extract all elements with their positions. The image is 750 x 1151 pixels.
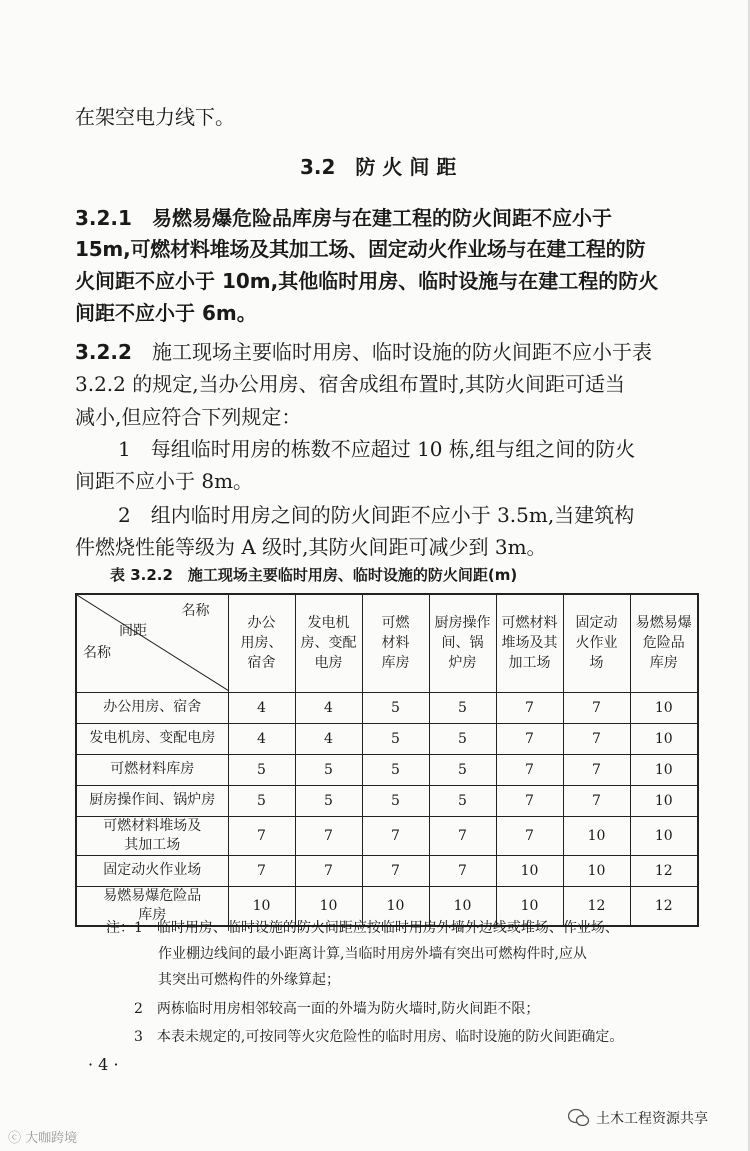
- note-line: 注：1 临时用房、临时设施的防火间距应按临时用房外墙外边线或堆场、作业场、: [106, 920, 619, 936]
- item-1-line: 1 每组临时用房的栋数不应超过 10 栋,组与组之间的防火: [118, 437, 636, 461]
- table-cell: 10: [563, 816, 630, 855]
- clause-line: 减小,但应符合下列规定：: [75, 405, 302, 429]
- clause-line: 15m,可燃材料堆场及其加工场、固定动火作业场与在建工程的防: [75, 237, 646, 261]
- table-cell: 7: [563, 785, 630, 816]
- clause-number: 3.2.1: [75, 206, 132, 230]
- table-cell: 7: [496, 816, 563, 855]
- table-cell: 7: [228, 855, 295, 886]
- item-2-line: 件燃烧性能等级为 A 级时,其防火间距可减少到 3m。: [75, 535, 547, 559]
- col-header: 可燃材料 堆场及其 加工场: [496, 594, 563, 692]
- table-cell: 10: [630, 785, 698, 816]
- table-cell: 5: [429, 785, 496, 816]
- table-cell: 7: [563, 692, 630, 723]
- table-cell: 10: [630, 723, 698, 754]
- corner-top: 名称: [181, 603, 210, 620]
- clause-line: 间距不应小于 6m。: [75, 301, 257, 325]
- col-header: 可燃 材料 库房: [362, 594, 429, 692]
- table-cell: 12: [563, 886, 630, 926]
- table-cell: 7: [362, 816, 429, 855]
- clause-number: 3.2.2: [75, 340, 132, 364]
- table-cell: 7: [362, 855, 429, 886]
- table-cell: 10: [429, 886, 496, 926]
- col-header: 办公 用房、 宿舍: [228, 594, 295, 692]
- table-cell: 7: [429, 855, 496, 886]
- table-cell: 5: [228, 754, 295, 785]
- col-header: 厨房操作 间、锅 炉房: [429, 594, 496, 692]
- col-header: 固定动 火作业 场: [563, 594, 630, 692]
- corner-cell: [76, 594, 228, 692]
- table-cell: 10: [295, 886, 362, 926]
- table-cell: 7: [429, 816, 496, 855]
- table-cell: 10: [496, 886, 563, 926]
- table-cell: 10: [362, 886, 429, 926]
- row-label: 固定动火作业场: [76, 855, 228, 886]
- table-cell: 5: [362, 692, 429, 723]
- col-header: 易燃易爆 危险品 库房: [630, 594, 698, 692]
- corner-mid: 间距: [119, 623, 147, 640]
- table-cell: 4: [295, 723, 362, 754]
- table-cell: 5: [429, 692, 496, 723]
- table-row: [76, 723, 698, 754]
- note-line: 3 本表未规定的,可按同等火灾危险性的临时用房、临时设施的防火间距确定。: [134, 1029, 624, 1045]
- row-label: 易燃易爆危险品 库房: [76, 886, 228, 926]
- table-cell: 7: [563, 754, 630, 785]
- note-line: 2 两栋临时用房相邻较高一面的外墙为防火墙时,防火间距不限；: [134, 1001, 540, 1017]
- table-cell: 10: [630, 754, 698, 785]
- table-cell: 10: [496, 855, 563, 886]
- table-cell: 7: [496, 692, 563, 723]
- table-cell: 7: [295, 816, 362, 855]
- table-cell: 5: [295, 785, 362, 816]
- table-row: [76, 816, 698, 855]
- table-cell: 4: [228, 692, 295, 723]
- table-header-row: [76, 594, 698, 692]
- table-cell: 7: [496, 785, 563, 816]
- table-cell: 7: [496, 723, 563, 754]
- table-cell: 10: [630, 692, 698, 723]
- clause-line: 火间距不应小于 10m,其他临时用房、临时设施与在建工程的防火: [75, 269, 659, 293]
- watermark-right: 土木工程资源共享: [568, 1108, 708, 1128]
- table-cell: 5: [429, 723, 496, 754]
- page-number: · 4 ·: [88, 1055, 119, 1074]
- row-label: 发电机房、变配电房: [76, 723, 228, 754]
- clause-line: 施工现场主要临时用房、临时设施的防火间距不应小于表: [152, 340, 652, 364]
- clause-line: 3.2.2 的规定,当办公用房、宿舍成组布置时,其防火间距可适当: [75, 372, 625, 396]
- note-line: 作业棚边线间的最小距离计算,当临时用房外墙有突出可燃构件时,应从: [158, 946, 587, 962]
- table-cell: 10: [630, 816, 698, 855]
- fire-distance-table: [75, 593, 699, 927]
- table-row: [76, 692, 698, 723]
- table-cell: 10: [563, 855, 630, 886]
- watermark-logo-icon: ⓒ: [8, 1131, 22, 1146]
- table-cell: 12: [630, 886, 698, 926]
- col-header: 发电机 房、变配 电房: [295, 594, 362, 692]
- row-label: 可燃材料库房: [76, 754, 228, 785]
- table-cell: 12: [630, 855, 698, 886]
- table-cell: 4: [295, 692, 362, 723]
- item-1-line: 间距不应小于 8m。: [75, 469, 254, 493]
- table-cell: 10: [228, 886, 295, 926]
- table-cell: 7: [563, 723, 630, 754]
- table-row: [76, 785, 698, 816]
- note-line: 其突出可燃构件的外缘算起；: [158, 972, 340, 988]
- table-cell: 7: [295, 855, 362, 886]
- corner-bottom: 名称: [83, 645, 111, 662]
- watermark-left: ⓒ 大咖跨境: [8, 1131, 78, 1146]
- wechat-icon: [568, 1108, 590, 1128]
- table-cell: 7: [496, 754, 563, 785]
- table-row: [76, 855, 698, 886]
- table-cell: 5: [362, 754, 429, 785]
- table-row: [76, 754, 698, 785]
- item-2-line: 2 组内临时用房之间的防火间距不应小于 3.5m,当建筑构: [118, 503, 635, 527]
- row-label: 厨房操作间、锅炉房: [76, 785, 228, 816]
- table-cell: 5: [228, 785, 295, 816]
- table-caption: 表 3.2.2 施工现场主要临时用房、临时设施的防火间距(m): [110, 566, 518, 584]
- table-cell: 5: [362, 723, 429, 754]
- table-cell: 5: [362, 785, 429, 816]
- row-label: 办公用房、宿舍: [76, 692, 228, 723]
- table-cell: 4: [228, 723, 295, 754]
- table-cell: 5: [295, 754, 362, 785]
- line-top: 在架空电力线下。: [75, 105, 235, 129]
- clause-line: 易燃易爆危险品库房与在建工程的防火间距不应小于: [152, 206, 612, 230]
- table-cell: 5: [429, 754, 496, 785]
- row-label: 可燃材料堆场及 其加工场: [76, 816, 228, 855]
- table-cell: 7: [228, 816, 295, 855]
- section-title: 3.2 防 火 间 距: [300, 155, 457, 179]
